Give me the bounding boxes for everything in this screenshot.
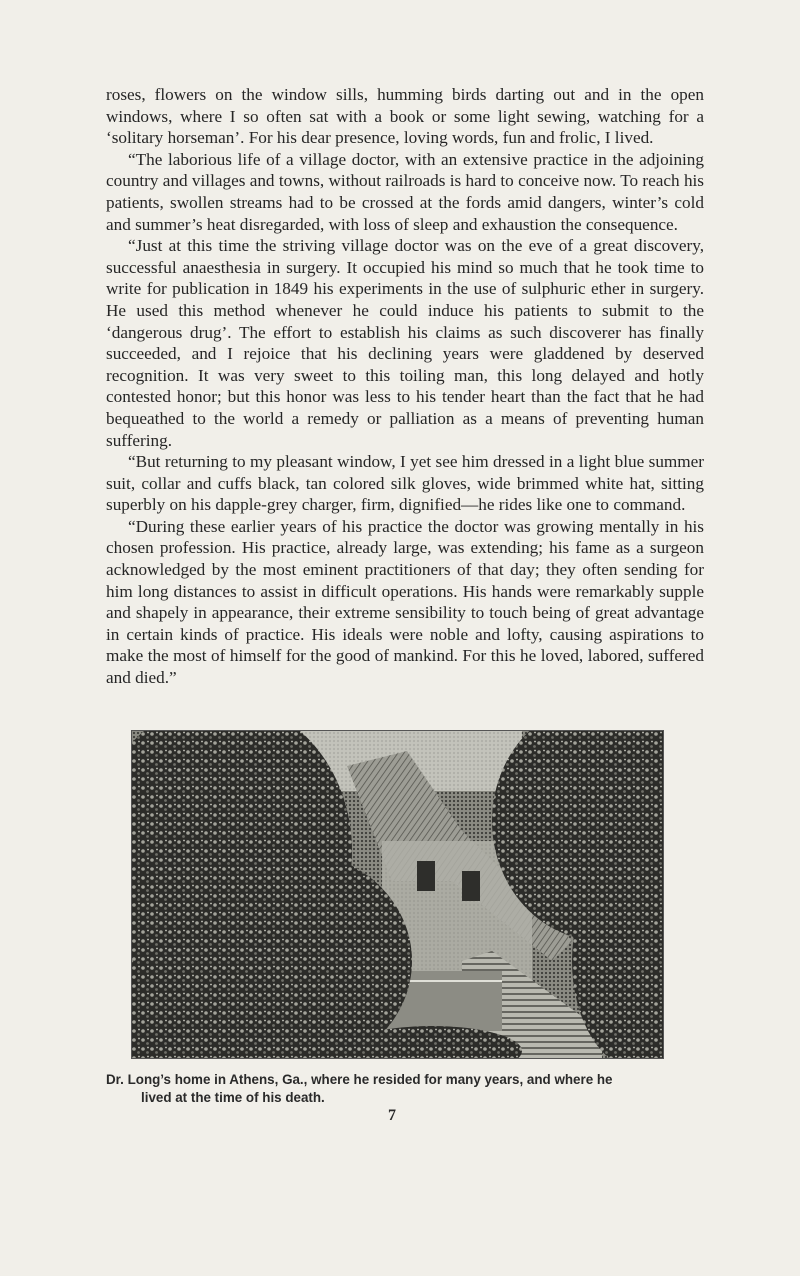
paragraph-4: “But returning to my pleasant window, I yet see him dressed in a light blue summer suit, collar and cuffs black, tan colored silk gloves, wide brimmed white hat, sitting superbly on his dapple-grey charger, firm, dignified—he rides like one to command. bbox=[106, 452, 704, 515]
paragraph-1: roses, flowers on the window sills, humming birds darting out and in the open windows, where I so often sat with a book or some light sewing, watching for a ‘solitary horseman’. For his dear presence, loving words, fun and frolic, I lived. bbox=[106, 85, 704, 148]
text-column bbox=[106, 84, 704, 689]
paragraph-3: “Just at this time the striving village doctor was on the eve of a great discovery, successful anaesthesia in surgery. It occupied his mind so much that he took time to write for publication in 1849 his experiments in the use of sulphuric ether in surgery. He used this method whenever he could induce his patients to submit to the ‘dangerous drug’. The effort to establish his claims as such discoverer has finally succeeded, and I rejoice that his declining years were gladdened by deserved recognition. It was very sweet to this toiling man, this long delayed and hotly contested honor; but this honor was less to his tender heart than the fact that he had bequeathed to the world a remedy or palliation as a means of preventing human suffering. bbox=[106, 236, 704, 450]
caption-line-1: Dr. Long’s home in Athens, Ga., where he resided for many years, and where he bbox=[106, 1072, 613, 1087]
photo-caption bbox=[106, 1071, 706, 1107]
paragraph-5: “During these earlier years of his practice the doctor was growing mentally in his chosen profession. His practice, already large, was extending; his fame as a surgeon acknowledged by the most eminent practitioners of that day; they often sending for him long distances to assist in difficult operations. His hands were remarkably supple and shapely in appearance, their extreme sensibility to touch being of great advantage in certain kinds of practice. His ideals were noble and lofty, causing aspirations to make the most of himself for the good of mankind. For this he loved, labored, suffered and died.” bbox=[106, 516, 704, 688]
page-number: 7 bbox=[388, 1107, 396, 1124]
paragraph-2: “The laborious life of a village doctor, with an extensive practice in the adjoining country and villages and towns, without railroads is hard to conceive now. To reach his patients, swollen streams had to be crossed at the fords amid dangers, winter’s cold and summer’s heat disregarded, with loss of sleep and exhaustion the consequence. bbox=[106, 149, 704, 234]
house-photo-illustration bbox=[132, 731, 663, 1058]
caption-line-2: lived at the time of his death. bbox=[141, 1090, 325, 1105]
house-photograph bbox=[131, 730, 664, 1059]
